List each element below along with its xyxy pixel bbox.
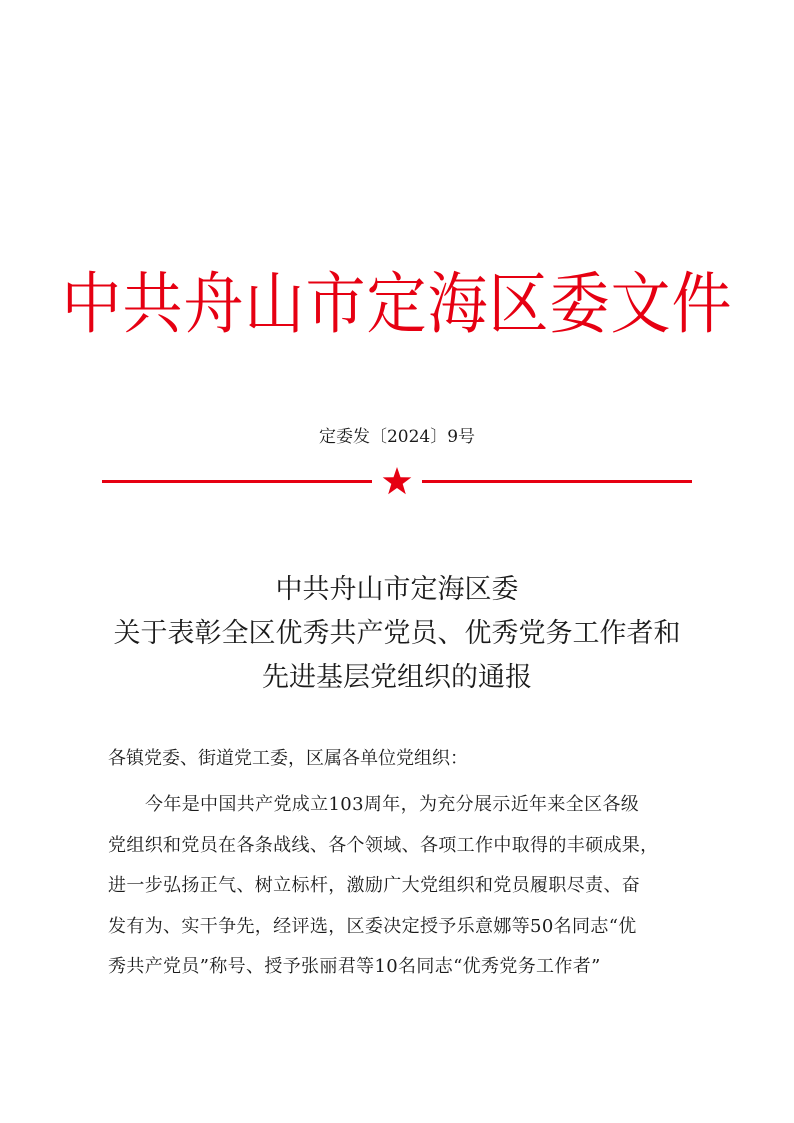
red-star-icon: [381, 466, 413, 498]
title-line-2: 关于表彰全区优秀共产党员、优秀党务工作者和: [113, 618, 681, 649]
body-paragraph: [108, 785, 688, 988]
paragraph-line: 进一步弘扬正气、树立标杆，激励广大党组织和党员履职尽责、奋: [108, 875, 641, 896]
red-divider-right: [422, 480, 692, 483]
document-title: [0, 568, 794, 700]
title-line-3: 先进基层党组织的通报: [262, 662, 532, 693]
paragraph-line: 秀共产党员”称号、授予张丽君等10名同志“优秀党务工作者”: [108, 956, 601, 977]
document-masthead: 中共舟山市定海区委文件: [61, 265, 733, 344]
paragraph-line: 发有为、实干争先，经评选，区委决定授予乐意娜等50名同志“优: [108, 915, 637, 937]
salutation: 各镇党委、街道党工委，区属各单位党组织：: [108, 748, 468, 769]
paragraph-line: 今年是中国共产党成立103周年，为充分展示近年来全区各级: [145, 794, 640, 815]
title-line-1: 中共舟山市定海区委: [275, 574, 519, 605]
document-number: 定委发〔2024〕9号: [318, 427, 476, 447]
red-divider-left: [102, 480, 372, 483]
paragraph-line: 党组织和党员在各条战线、各个领域、各项工作中取得的丰硕成果，: [108, 834, 659, 856]
